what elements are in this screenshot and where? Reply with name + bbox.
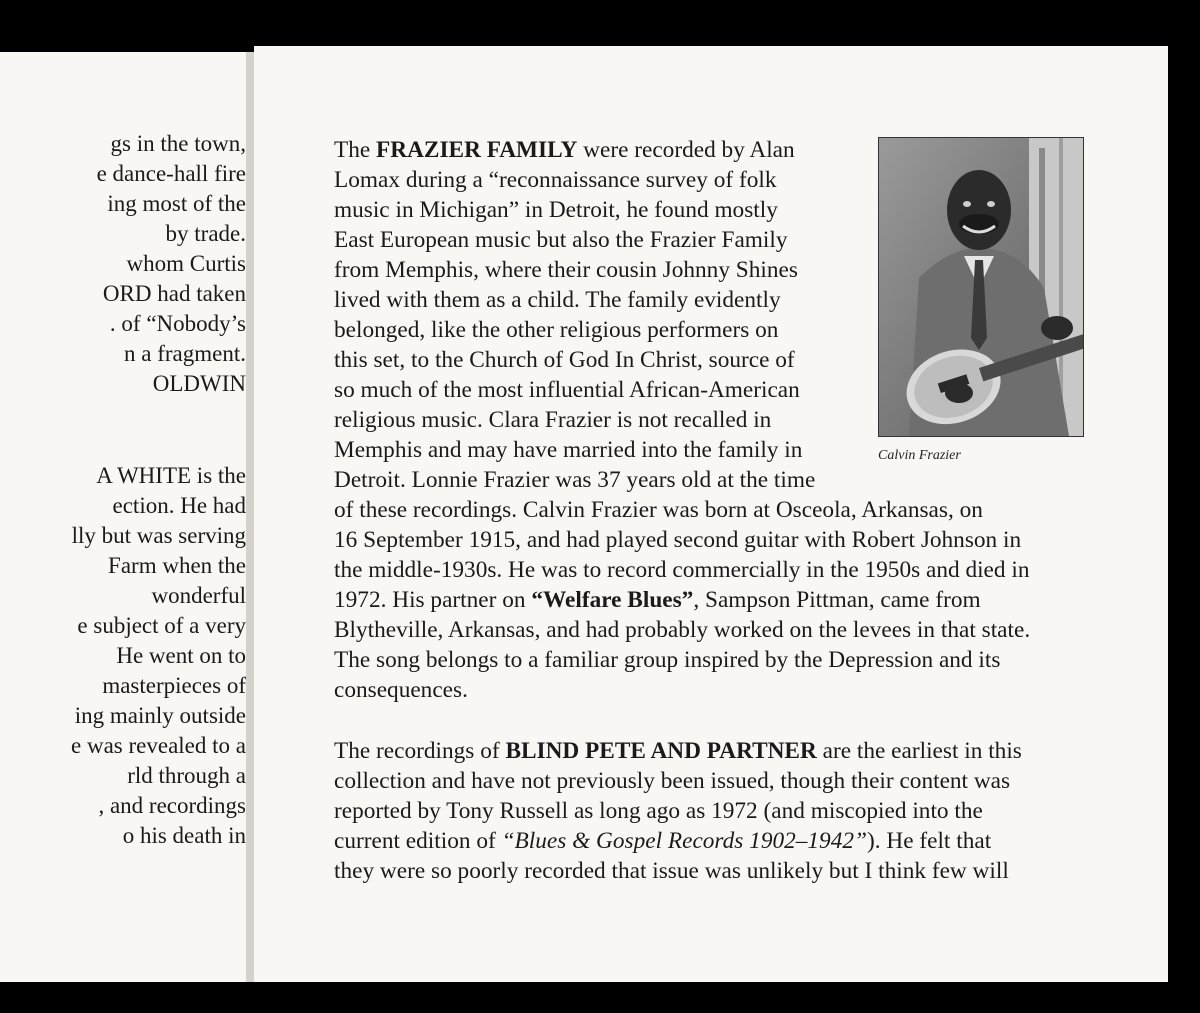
calvin-frazier-photo	[878, 137, 1084, 437]
p1-line-6: lived with them as a child. The family evidently	[334, 287, 781, 313]
left-top-line: n a fragment.	[124, 341, 246, 366]
left-page	[0, 52, 246, 982]
welfare-blues-title: “Welfare Blues”	[531, 587, 694, 613]
p2-line-4	[334, 826, 991, 856]
photo-caption: Calvin Frazier	[878, 448, 961, 463]
blind-pete-name: BLIND PETE AND PARTNER	[505, 738, 817, 764]
left-top-line: gs in the town,	[110, 131, 246, 156]
p2-line-4-text-end: ). He felt that	[866, 828, 992, 854]
left-top-line: ORD had taken	[102, 281, 246, 306]
right-page	[254, 46, 1168, 982]
p1-line-1-text-end: were recorded by Alan	[577, 137, 795, 163]
p1-line-14: 16 September 1915, and had played second guitar with Robert Johnson in	[334, 527, 1022, 553]
left-bottom-line: lly but was serving	[71, 523, 246, 548]
p2-line-3: reported by Tony Russell as long ago as 1972 (and miscopied into the	[334, 798, 983, 824]
frazier-family-name: FRAZIER FAMILY	[376, 137, 578, 163]
p1-line-17: Blytheville, Arkansas, and had probably worked on the levees in that state.	[334, 617, 1031, 643]
left-bottom-line: masterpieces of	[102, 673, 246, 698]
photo-man-with-guitar-icon	[879, 138, 1083, 436]
p2-line-2: collection and have not previously been issued, though their content was	[334, 768, 1011, 794]
left-page-bottom-text	[0, 461, 246, 851]
p1-line-1-text: The	[334, 137, 377, 163]
left-bottom-line: He went on to	[116, 643, 246, 668]
p1-line-7: belonged, like the other religious performers on	[334, 317, 779, 343]
p1-line-18: The song belongs to a familiar group inspired by the Depression and its	[334, 647, 1001, 673]
p1-line-12: Detroit. Lonnie Frazier was 37 years old at the time	[334, 467, 816, 493]
p1-line-4: East European music but also the Frazier Family	[334, 227, 788, 253]
booklet-gutter	[246, 52, 254, 982]
p1-line-16-text: 1972. His partner on	[334, 587, 532, 613]
p2-line-1-text-end: are the earliest in this	[816, 738, 1022, 764]
left-top-line: e dance-hall fire	[96, 161, 246, 186]
left-bottom-line: Farm when the	[108, 553, 246, 578]
p2-line-1	[334, 736, 1022, 766]
left-top-line: ing most of the	[107, 191, 246, 216]
p1-line-15: the middle-1930s. He was to record commercially in the 1950s and died in	[334, 557, 1030, 583]
p1-line-2: Lomax during a “reconnaissance survey of folk	[334, 167, 777, 193]
p1-line-13: of these recordings. Calvin Frazier was born at Osceola, Arkansas, on	[334, 497, 983, 523]
p1-line-10: religious music. Clara Frazier is not recalled in	[334, 407, 772, 433]
left-top-line: by trade.	[165, 221, 246, 246]
p2-line-4-text: current edition of	[334, 828, 502, 854]
left-bottom-line: rld through a	[127, 763, 246, 788]
p1-line-16-text-end: , Sampson Pittman, came from	[693, 587, 981, 613]
left-bottom-line: ing mainly outside	[74, 703, 246, 728]
left-page-top-text	[0, 129, 246, 399]
left-top-line: OLDWIN	[152, 371, 246, 396]
p1-line-9: so much of the most influential African-American	[334, 377, 800, 403]
left-bottom-line: wonderful	[151, 583, 246, 608]
p1-line-8: this set, to the Church of God In Christ, source of	[334, 347, 795, 373]
left-top-line: whom Curtis	[126, 251, 246, 276]
left-bottom-line: , and recordings	[98, 793, 246, 818]
left-bottom-line: e subject of a very	[77, 613, 246, 638]
left-bottom-line: o his death in	[122, 823, 246, 848]
p2-line-5: they were so poorly recorded that issue was unlikely but I think few will	[334, 858, 1009, 884]
p1-line-19: consequences.	[334, 677, 468, 703]
left-bottom-line: ection. He had	[112, 493, 246, 518]
left-bottom-line: A WHITE is the	[96, 463, 246, 488]
p1-line-3: music in Michigan” in Detroit, he found mostly	[334, 197, 778, 223]
book-title: “Blues & Gospel Records 1902–1942”	[501, 828, 867, 854]
p1-line-1	[334, 135, 795, 165]
p1-line-16	[334, 585, 981, 615]
p1-line-11: Memphis and may have married into the family in	[334, 437, 803, 463]
p1-line-5: from Memphis, where their cousin Johnny Shines	[334, 257, 798, 283]
left-bottom-line: e was revealed to a	[71, 733, 246, 758]
left-top-line: . of “Nobody’s	[109, 311, 246, 336]
p2-line-1-text: The recordings of	[334, 738, 506, 764]
